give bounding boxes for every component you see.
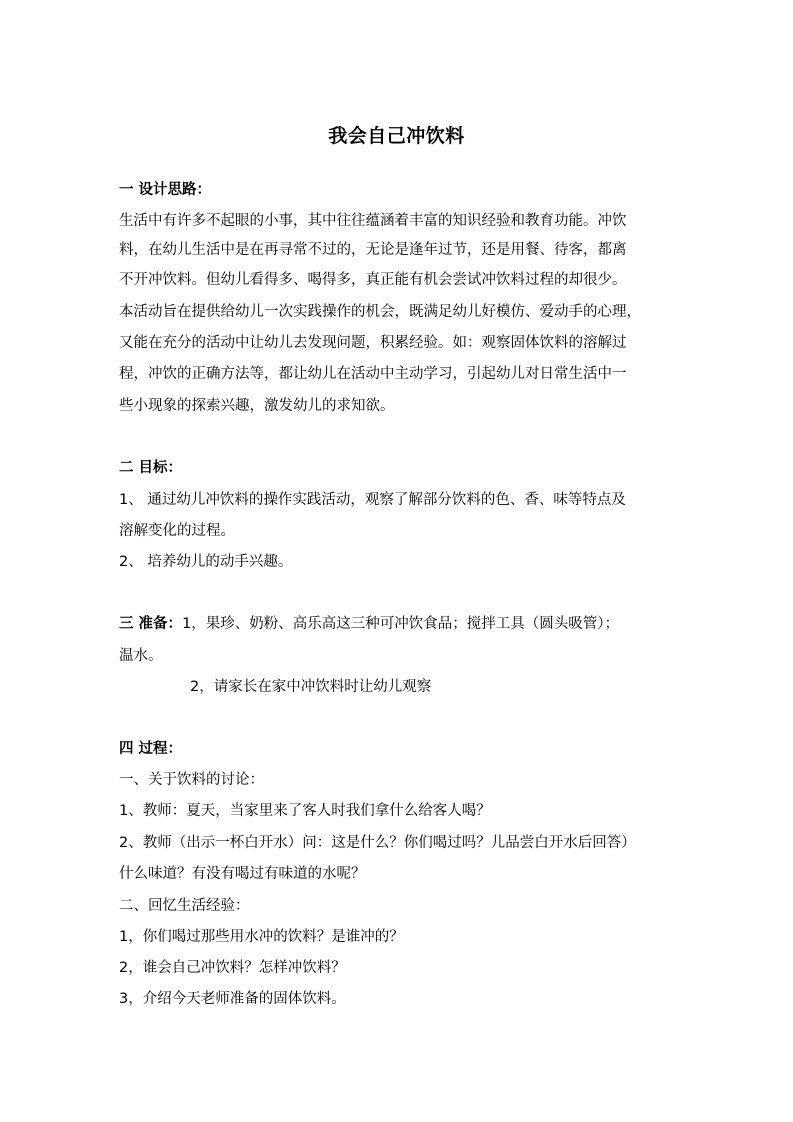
section-heading-design: 一 设计思路： <box>119 182 212 198</box>
paragraph-line: 程，冲饮的正确方法等，都让幼儿在活动中主动学习，引起幼儿对日常生活中一 <box>119 366 627 382</box>
paragraph-line: 本活动旨在提供给幼儿一次实践操作的机会，既满足幼儿好模仿、爱动手的心理， <box>119 304 641 320</box>
paragraph-line: 二、回忆生活经验： <box>119 898 250 914</box>
paragraph-line: 1、 通过幼儿冲饮料的操作实践活动，观察了解部分饮料的色、香、味等特点及 <box>119 492 626 508</box>
paragraph-line: 料，在幼儿生活中是在再寻常不过的，无论是逢年过节，还是用餐、待客，都离 <box>119 242 627 258</box>
paragraph-line: 些小现象的探索兴趣，激发幼儿的求知欲。 <box>119 398 395 414</box>
paragraph-line: 温水。 <box>119 648 163 664</box>
section-heading-process: 四 过程： <box>119 741 183 757</box>
paragraph-line: 又能在充分的活动中让幼儿去发现问题，积累经验。如：观察固体饮料的溶解过 <box>119 335 627 351</box>
paragraph-line: 3，介绍今天老师准备的固体饮料。 <box>119 991 346 1007</box>
paragraph-line: 1，你们喝过那些用水冲的饮料？是谁冲的？ <box>119 929 404 945</box>
paragraph-line: 溶解变化的过程。 <box>119 523 235 539</box>
paragraph-line: 一、关于饮料的讨论： <box>119 772 264 788</box>
paragraph-line: 不开冲饮料。但幼儿看得多、喝得多，真正能有机会尝试冲饮料过程的却很少。 <box>119 272 627 288</box>
section-heading-goals: 二 目标： <box>119 460 183 476</box>
document-title: 我会自己冲饮料 <box>328 125 465 147</box>
paragraph-line: 2，谁会自己冲饮料？怎样冲饮料？ <box>119 960 346 976</box>
paragraph-line: 什么味道？有没有喝过有味道的水呢？ <box>119 866 366 882</box>
paragraph-line: 生活中有许多不起眼的小事，其中往往蕴涵着丰富的知识经验和教育功能。冲饮 <box>119 213 627 229</box>
preparation-item-1: 1，果珍、奶粉、高乐高这三种可冲饮食品；搅拌工具（圆头吸管）； <box>182 616 620 632</box>
preparation-line <box>119 614 679 634</box>
section-heading-preparation: 三 准备： <box>119 616 183 632</box>
preparation-item-2: 2，请家长在家中冲饮料时让幼儿观察 <box>190 679 432 695</box>
paragraph-line: 1、教师：夏天，当家里来了客人时我们拿什么给客人喝？ <box>119 803 491 819</box>
paragraph-line: 2、 培养幼儿的动手兴趣。 <box>119 554 293 570</box>
paragraph-line: 2、教师（出示一杯白开水）问：这是什么？你们喝过吗？儿品尝白开水后回答） <box>119 835 636 851</box>
